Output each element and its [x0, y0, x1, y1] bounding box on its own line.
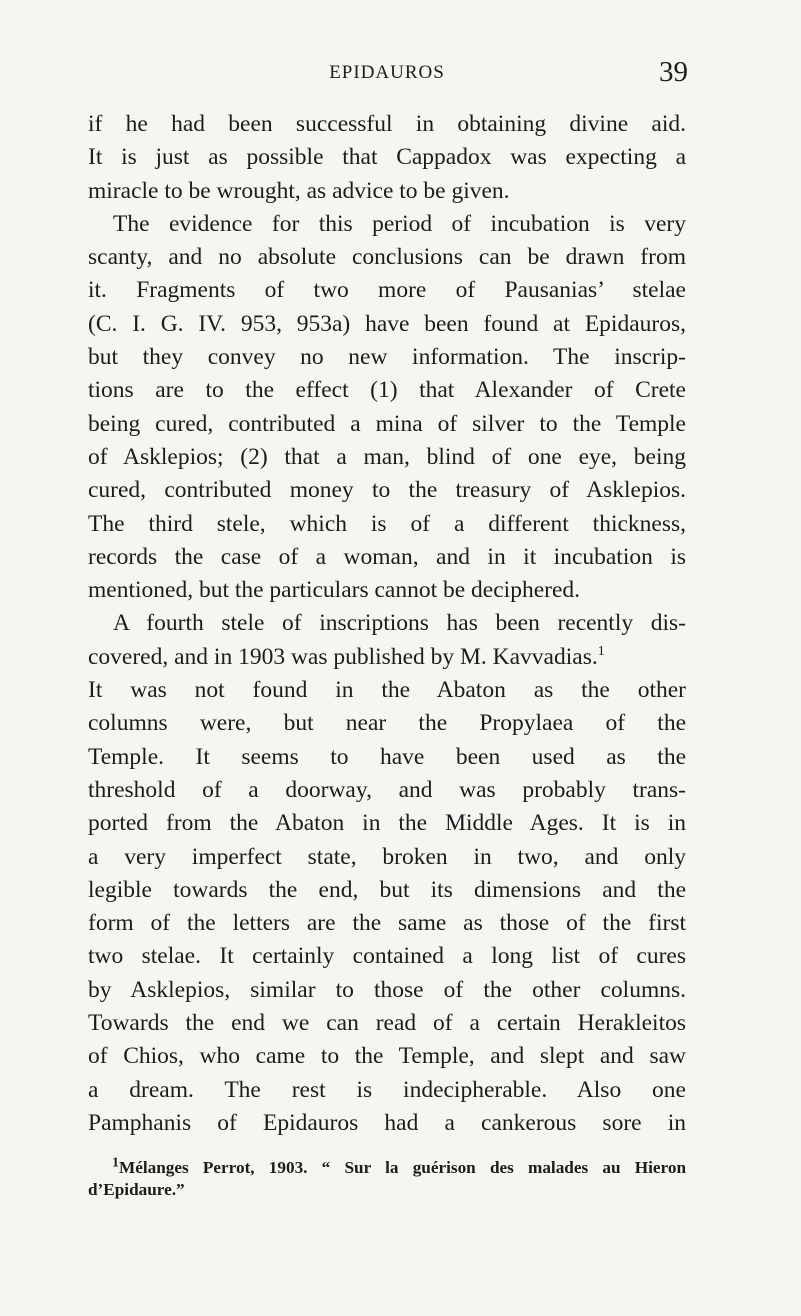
text-line: It is just as possible that Cappadox was expecting a: [88, 144, 686, 171]
text-line: a dream. The rest is indecipherable. Also one: [88, 1076, 686, 1103]
text-line: Pamphanis of Epidauros had a cankerous sore in: [88, 1109, 686, 1136]
footnote-line: [88, 1157, 686, 1179]
text-line: two stelae. It certainly contained a long list of cures: [88, 943, 686, 970]
footnote-number: 1: [112, 1157, 119, 1171]
text-line-with-footnote: [88, 641, 686, 674]
text-line: (C. I. G. IV. 953, 953a) have been found at Epidauros,: [88, 310, 686, 337]
footnote-text: Mélanges Perrot, 1903. “ Sur la guérison des malades au Hieron: [119, 1158, 686, 1177]
text-line: ported from the Abaton in the Middle Ages. It is in: [88, 810, 686, 837]
text-line: it. Fragments of two more of Pausanias’ stelae: [88, 277, 686, 304]
text-line: but they convey no new information. The inscrip-: [88, 344, 686, 371]
text-line: The third stele, which is of a different thickness,: [88, 510, 686, 537]
running-title: EPIDAUROS: [329, 62, 445, 83]
text-line: covered, and in 1903 was published by M. Kavvadias.: [88, 643, 598, 670]
footnote-marker: 1: [597, 643, 605, 659]
text-line: Temple. It seems to have been used as the: [88, 743, 686, 770]
footnote-line: d’Epidaure.”: [88, 1180, 185, 1199]
text-line: It was not found in the Abaton as the other: [88, 677, 686, 704]
text-line: tions are to the effect (1) that Alexander of Crete: [88, 377, 686, 404]
running-head: [88, 56, 688, 88]
text-line: form of the letters are the same as those of the first: [88, 910, 686, 937]
text-line: legible towards the end, but its dimensions and the: [88, 876, 686, 903]
text-line: threshold of a doorway, and was probably trans-: [88, 776, 686, 803]
text-line: by Asklepios, similar to those of the other columns.: [88, 976, 686, 1003]
text-line: The evidence for this period of incubation is very: [113, 210, 686, 237]
text-line: scanty, and no absolute conclusions can be drawn from: [88, 244, 686, 271]
text-line: miracle to be wrought, as advice to be given.: [88, 177, 510, 204]
text-line: a very imperfect state, broken in two, and only: [88, 843, 686, 870]
text-line: of Chios, who came to the Temple, and slept and saw: [88, 1043, 686, 1070]
page-number: 39: [659, 56, 688, 88]
text-line: Towards the end we can read of a certain Herakleitos: [88, 1010, 686, 1037]
text-line: A fourth stele of inscriptions has been recently dis-: [113, 610, 686, 637]
text-line: being cured, contributed a mina of silver to the Temple: [88, 410, 686, 437]
text-line: mentioned, but the particulars cannot be deciphered.: [88, 577, 581, 604]
footnote: [88, 1157, 686, 1201]
text-line: records the case of a woman, and in it incubation is: [88, 543, 686, 570]
text-line: of Asklepios; (2) that a man, blind of one eye, being: [88, 443, 686, 470]
body-text: [88, 108, 686, 1140]
text-line: if he had been successful in obtaining divine aid.: [88, 111, 686, 137]
text-line: cured, contributed money to the treasury of Asklepios.: [88, 477, 686, 504]
text-line: columns were, but near the Propylaea of the: [88, 710, 686, 737]
